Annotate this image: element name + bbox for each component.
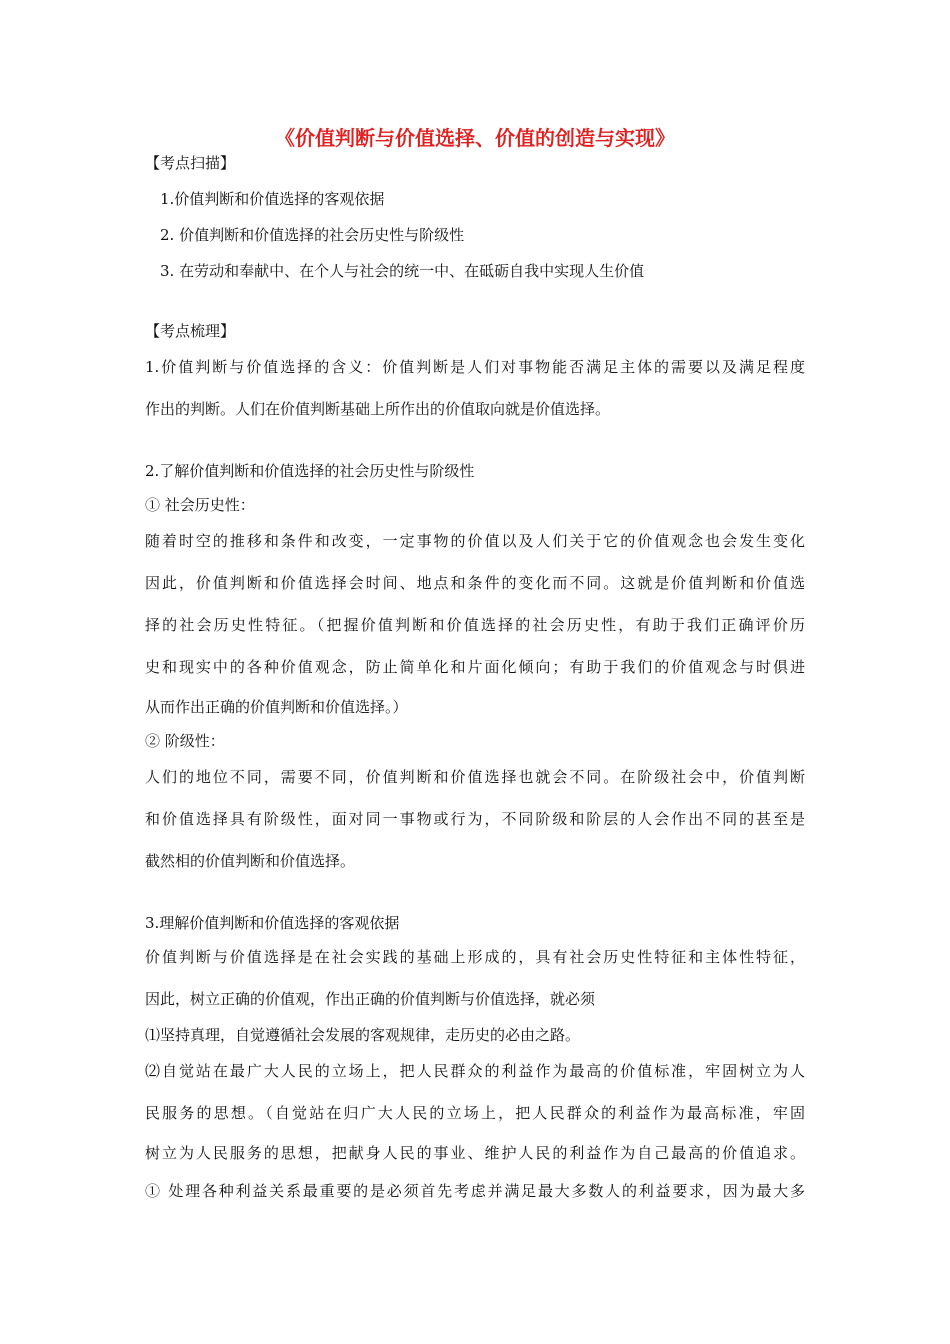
section-2-sub-1: ① 社会历史性： [145, 496, 255, 514]
section-2-para-1-line-4: 史和现实中的各种价值观念，防止简单化和片面化倾向；有助于我们的价值观念与时俱进 [145, 658, 805, 676]
section-2-heading: 2.了解价值判断和价值选择的社会历史性与阶级性 [145, 462, 475, 480]
section-3-line-2: 因此，树立正确的价值观，作出正确的价值判断与价值选择，就必须 [145, 990, 596, 1008]
section-2-para-1-line-1: 随着时空的推移和条件和改变，一定事物的价值以及人们关于它的价值观念也会发生变化 [145, 532, 805, 550]
section-2-para-1-line-5: 从而作出正确的价值判断和价值选择。） [145, 698, 408, 716]
section-2-para-2-line-1: 人们的地位不同，需要不同，价值判断和价值选择也就会不同。在阶级社会中，价值判断 [145, 768, 805, 786]
section-2-sub-2: ② 阶级性： [145, 732, 225, 750]
scan-item-3: 3. 在劳动和奉献中、在个人与社会的统一中、在砥砺自我中实现人生价值 [160, 262, 645, 280]
scan-item-1: 1.价值判断和价值选择的客观依据 [160, 190, 385, 208]
section-3-line-5: 民服务的思想。（自觉站在归广大人民的立场上，把人民群众的利益作为最高标准，牢固 [145, 1104, 805, 1122]
section-3-heading: 3.理解价值判断和价值选择的客观依据 [145, 914, 400, 932]
section-2-para-2-line-3: 截然相的价值判断和价值选择。 [145, 852, 356, 870]
section-1-line-2: 作出的判断。人们在价值判断基础上所作出的价值取向就是价值选择。 [145, 400, 611, 418]
section-3-line-3: ⑴坚持真理，自觉遵循社会发展的客观规律，走历史的必由之路。 [145, 1026, 581, 1044]
section-3-line-6: 树立为人民服务的思想，把献身人民的事业、维护人民的利益作为自己最高的价值追求。 [145, 1144, 805, 1162]
section-3-line-7: ① 处理各种利益关系最重要的是必须首先考虑并满足最大多数人的利益要求，因为最大多 [145, 1182, 805, 1200]
section-3-line-1: 价值判断与价值选择是在社会实践的基础上形成的，具有社会历史性特征和主体性特征， [145, 948, 805, 966]
scan-item-2: 2. 价值判断和价值选择的社会历史性与阶级性 [160, 226, 465, 244]
scan-heading: 【考点扫描】 [145, 154, 236, 172]
section-2-para-1-line-2: 因此，价值判断和价值选择会时间、地点和条件的变化而不同。这就是价值判断和价值选 [145, 574, 805, 592]
review-heading: 【考点梳理】 [145, 322, 236, 340]
section-2-para-1-line-3: 择的社会历史性特征。（把握价值判断和价值选择的社会历史性，有助于我们正确评价历 [145, 616, 805, 634]
section-3-line-4: ⑵自觉站在最广大人民的立场上，把人民群众的利益作为最高的价值标准，牢固树立为人 [145, 1062, 805, 1080]
section-1-line-1: 1.价值判断与价值选择的含义：价值判断是人们对事物能否满足主体的需要以及满足程度 [145, 358, 805, 376]
document-title: 《价值判断与价值选择、价值的创造与实现》 [275, 126, 675, 150]
section-2-para-2-line-2: 和价值选择具有阶级性，面对同一事物或行为，不同阶级和阶层的人会作出不同的甚至是 [145, 810, 805, 828]
